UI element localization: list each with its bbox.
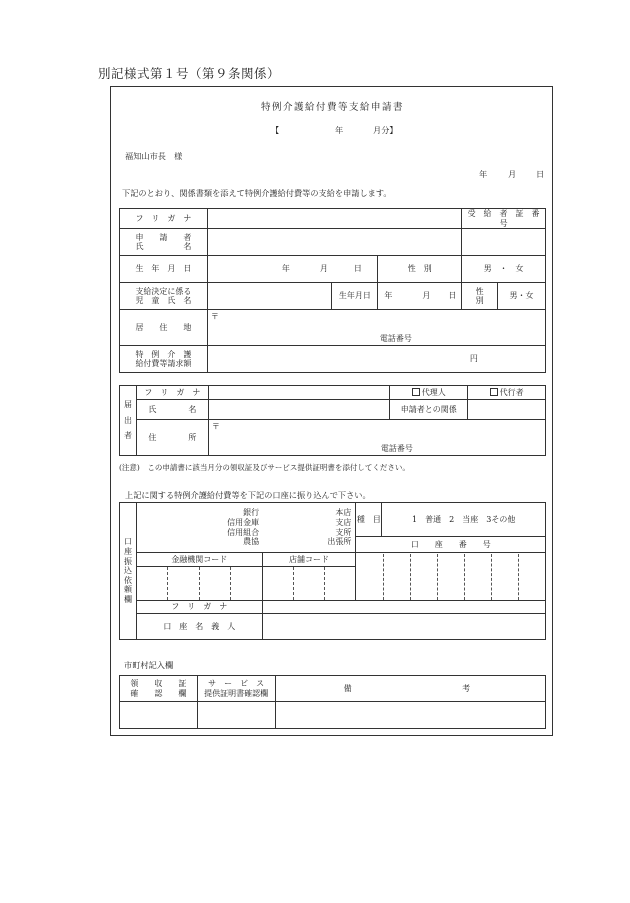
proxy-option[interactable] bbox=[468, 386, 546, 400]
service-check-field[interactable] bbox=[197, 702, 275, 729]
notifier-phone-label: 電話番号 bbox=[380, 444, 413, 454]
child-birth-month: 月 bbox=[422, 291, 431, 301]
city-section-title: 市町村記入欄 bbox=[124, 660, 174, 670]
residence-label: 居 住 地 bbox=[120, 310, 208, 346]
applicant-furigana-label: フ リ ガ ナ bbox=[120, 209, 208, 229]
notifier-address-field[interactable] bbox=[208, 420, 545, 456]
agent-option[interactable] bbox=[390, 386, 468, 400]
account-kind-options[interactable]: 1 普通 2 当座 3その他 bbox=[382, 503, 546, 537]
child-name-label-2: 児 童 氏 名 bbox=[135, 296, 192, 306]
bank-type-4: 農協 bbox=[243, 537, 260, 547]
yen-unit: 円 bbox=[469, 354, 478, 364]
institution-digit-boxes bbox=[137, 567, 262, 600]
service-check-label-1: サ ー ビ ス bbox=[208, 678, 265, 688]
amount-field[interactable] bbox=[207, 346, 545, 373]
period-year: 年 bbox=[335, 125, 344, 135]
applicant-name-label-1: 申 請 者 bbox=[135, 232, 192, 242]
account-kind-label: 種 目 bbox=[356, 503, 382, 537]
relation-label: 申請者との関係 bbox=[390, 400, 468, 420]
amount-label-2: 給付費等請求額 bbox=[135, 359, 192, 369]
holder-furigana-label: フ リ ガ ナ bbox=[136, 601, 262, 614]
sex-label: 性 別 bbox=[378, 256, 462, 283]
sex-value[interactable]: 男 ・ 女 bbox=[462, 256, 546, 283]
birthdate-label: 生 年 月 日 bbox=[120, 256, 208, 283]
branch-digit-boxes bbox=[263, 567, 356, 600]
branch-code-boxes[interactable] bbox=[262, 567, 356, 601]
date-day: 日 bbox=[536, 169, 545, 179]
notifier-table bbox=[119, 385, 546, 456]
date-month: 月 bbox=[508, 169, 517, 179]
institution-code-boxes[interactable] bbox=[136, 567, 262, 601]
remarks-label-2: 考 bbox=[462, 683, 471, 693]
child-sex-value[interactable]: 男・女 bbox=[498, 283, 546, 310]
agent-checkbox[interactable] bbox=[412, 388, 420, 396]
notifier-side-1: 届 bbox=[123, 400, 132, 410]
residence-phone-label: 電話番号 bbox=[379, 333, 412, 343]
child-sex-label-2: 別 bbox=[475, 296, 484, 306]
service-check-label bbox=[197, 676, 275, 702]
birth-month: 月 bbox=[319, 264, 328, 274]
service-check-label-2: 提供証明書確認欄 bbox=[204, 688, 269, 698]
form-title: 特例介護給付費等支給申請書 bbox=[260, 102, 404, 113]
bank-side-3: 振 bbox=[123, 556, 132, 566]
branch-type-field[interactable] bbox=[262, 503, 356, 553]
account-number-boxes[interactable] bbox=[356, 553, 546, 601]
remarks-field[interactable] bbox=[275, 702, 545, 729]
holder-label: 口 座 名 義 人 bbox=[136, 614, 262, 640]
child-sex-label bbox=[462, 283, 498, 310]
remarks-label bbox=[275, 676, 545, 702]
child-birth-day: 日 bbox=[448, 291, 457, 301]
attachment-note: (注意) この申請書に該当月分の領収証及びサービス提供証明書を添付してください。 bbox=[119, 463, 410, 472]
bank-intro: 上記に関する特例介護給付費等を下記の口座に振り込んで下さい。 bbox=[125, 490, 371, 500]
bank-side-label bbox=[120, 503, 137, 640]
account-digit-boxes bbox=[356, 554, 545, 600]
notifier-furigana-label: フ リ ガ ナ bbox=[136, 386, 208, 400]
proxy-checkbox[interactable] bbox=[490, 388, 498, 396]
child-name-label bbox=[120, 283, 208, 310]
bank-side-1: 口 bbox=[123, 537, 132, 547]
period-month: 月分】 bbox=[373, 125, 398, 135]
bank-type-field[interactable] bbox=[136, 503, 262, 553]
applicant-name-label bbox=[120, 229, 208, 256]
bank-type-1: 銀行 bbox=[243, 508, 260, 518]
bank-side-4: 込 bbox=[123, 566, 132, 576]
account-number-label: 口 座 番 号 bbox=[356, 537, 546, 553]
child-sex-label-1: 性 bbox=[475, 286, 484, 296]
child-name-label-1: 支給決定に係る bbox=[135, 286, 192, 296]
notifier-furigana-field[interactable] bbox=[208, 386, 389, 400]
holder-furigana-field[interactable] bbox=[262, 601, 545, 614]
residence-postal-mark: 〒 bbox=[210, 312, 219, 322]
city-table bbox=[119, 675, 546, 729]
intro-text: 下記のとおり、関係書類を添えて特例介護給付費等の支給を申請します。 bbox=[122, 188, 392, 198]
bank-side-5: 依 bbox=[123, 575, 132, 585]
notifier-side-label bbox=[120, 386, 137, 456]
addressee: 福知山市長 様 bbox=[125, 151, 183, 161]
notifier-side-2: 出 bbox=[123, 415, 132, 425]
bank-side-6: 頼 bbox=[123, 585, 132, 595]
date-year: 年 bbox=[479, 169, 488, 179]
birthdate-field[interactable] bbox=[207, 256, 377, 283]
child-birth-year: 年 bbox=[384, 291, 393, 301]
receipt-check-label bbox=[120, 676, 198, 702]
applicant-furigana-field[interactable] bbox=[207, 209, 461, 229]
notifier-name-field[interactable] bbox=[208, 400, 389, 420]
remarks-label-1: 備 bbox=[343, 683, 352, 693]
cert-number-label: 受 給 者 証 番 号 bbox=[462, 209, 546, 229]
bank-type-3: 信用組合 bbox=[227, 527, 260, 537]
proxy-label: 代行者 bbox=[499, 387, 524, 397]
branch-type-1: 本店 bbox=[335, 508, 352, 518]
notifier-name-label: 氏 名 bbox=[136, 400, 208, 420]
child-birth-field[interactable] bbox=[378, 283, 462, 310]
form-frame bbox=[110, 86, 553, 736]
applicant-name-label-2: 氏 名 bbox=[135, 242, 192, 252]
form-number: 別記様式第１号（第９条関係） bbox=[98, 66, 281, 81]
branch-code-label: 店舗コード bbox=[262, 553, 356, 567]
residence-field[interactable] bbox=[207, 310, 545, 346]
bank-side-2: 座 bbox=[123, 547, 132, 557]
relation-field[interactable] bbox=[468, 400, 546, 420]
branch-type-2: 支店 bbox=[335, 517, 352, 527]
receipt-check-label-2: 確 認 欄 bbox=[130, 688, 187, 698]
receipt-check-field[interactable] bbox=[120, 702, 198, 729]
birth-year: 年 bbox=[281, 264, 290, 274]
branch-type-3: 支所 bbox=[335, 527, 352, 537]
child-name-field[interactable] bbox=[207, 283, 332, 310]
notifier-postal-mark: 〒 bbox=[211, 422, 220, 431]
child-birth-label: 生年月日 bbox=[332, 283, 378, 310]
bank-table bbox=[119, 502, 546, 640]
receipt-check-label-1: 領 収 証 bbox=[130, 678, 187, 688]
birth-day: 日 bbox=[353, 264, 362, 274]
bank-type-2: 信用金庫 bbox=[227, 517, 260, 527]
holder-field[interactable] bbox=[262, 614, 545, 640]
notifier-address-label: 住 所 bbox=[136, 420, 208, 456]
period-bracket-open: 【 bbox=[271, 125, 280, 135]
agent-label: 代理人 bbox=[421, 387, 446, 397]
cert-number-boxes[interactable] bbox=[462, 229, 546, 256]
applicant-table bbox=[119, 208, 546, 373]
notifier-side-3: 者 bbox=[123, 431, 132, 441]
institution-code-label: 金融機関コード bbox=[136, 553, 262, 567]
amount-label bbox=[120, 346, 208, 373]
amount-label-1: 特 例 介 護 bbox=[135, 349, 192, 359]
applicant-name-field[interactable] bbox=[207, 229, 461, 256]
branch-type-4: 出張所 bbox=[327, 537, 352, 547]
bank-side-7: 欄 bbox=[123, 594, 132, 604]
